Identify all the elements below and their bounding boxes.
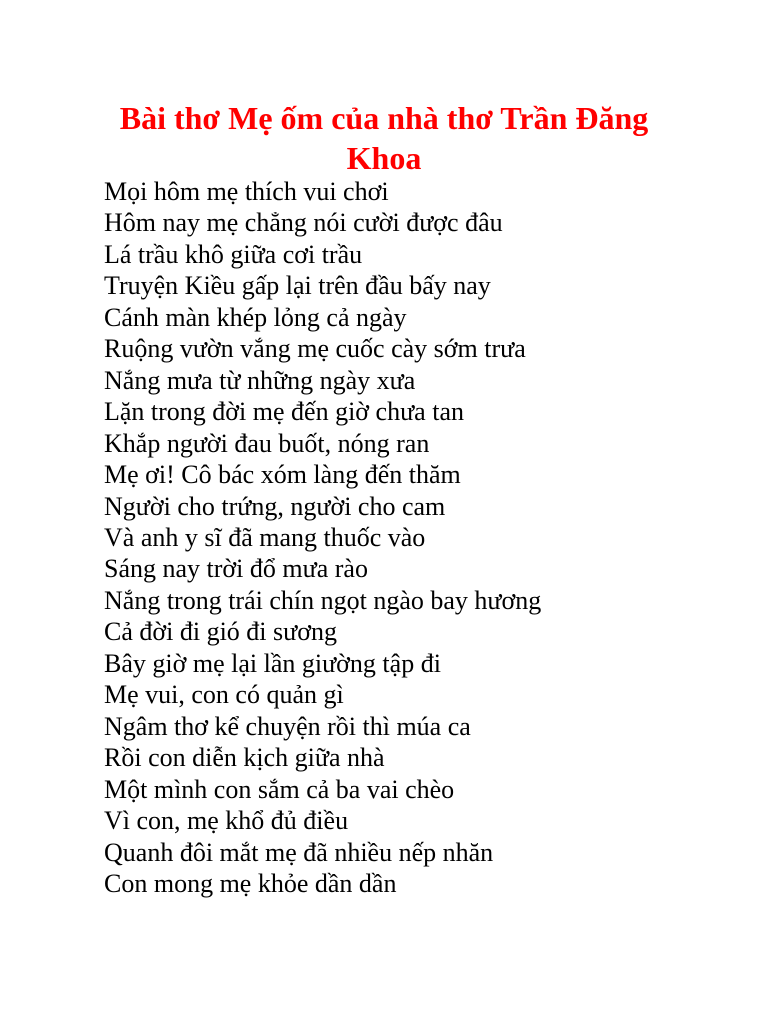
- poem-line: Sáng nay trời đổ mưa rào: [104, 554, 368, 584]
- poem-line: Một mình con sắm cả ba vai chèo: [104, 774, 455, 804]
- poem-line: Con mong mẹ khỏe dần dần: [104, 868, 397, 898]
- poem-line: Mẹ ơi! Cô bác xóm làng đến thăm: [104, 460, 461, 490]
- poem-line: Mẹ vui, con có quản gì: [104, 680, 344, 710]
- poem-line: Ngâm thơ kể chuyện rồi thì múa ca: [104, 711, 471, 741]
- poem-title: Bài thơ Mẹ ốm của nhà thơ Trần Đăng Khoa: [119, 100, 649, 176]
- poem-body: [104, 176, 541, 899]
- poem-line: Khắp người đau buốt, nóng ran: [104, 428, 430, 458]
- poem-line: Truyện Kiều gấp lại trên đầu bấy nay: [104, 271, 491, 301]
- poem-line: Nắng mưa từ những ngày xưa: [104, 365, 416, 395]
- poem-line: Lặn trong đời mẹ đến giờ chưa tan: [104, 397, 464, 427]
- poem-line: Cả đời đi gió đi sương: [104, 617, 337, 647]
- poem-line: Vì con, mẹ khổ đủ điều: [104, 806, 349, 836]
- poem-line: Và anh y sĩ đã mang thuốc vào: [104, 522, 426, 552]
- poem-line: Nắng trong trái chín ngọt ngào bay hương: [104, 585, 542, 615]
- poem-line: Quanh đôi mắt mẹ đã nhiều nếp nhăn: [104, 837, 494, 867]
- poem-line: Hôm nay mẹ chẳng nói cười được đâu: [104, 208, 503, 238]
- poem-line: Cánh màn khép lỏng cả ngày: [104, 302, 407, 332]
- poem-line: Rồi con diễn kịch giữa nhà: [104, 743, 385, 773]
- poem-line: Mọi hôm mẹ thích vui chơi: [104, 177, 389, 206]
- poem-line: Ruộng vườn vắng mẹ cuốc cày sớm trưa: [104, 334, 526, 364]
- poem-line: Lá trầu khô giữa cơi trầu: [104, 239, 363, 269]
- poem-line: Người cho trứng, người cho cam: [104, 491, 446, 521]
- poem-line: Bây giờ mẹ lại lần giường tập đi: [104, 648, 441, 678]
